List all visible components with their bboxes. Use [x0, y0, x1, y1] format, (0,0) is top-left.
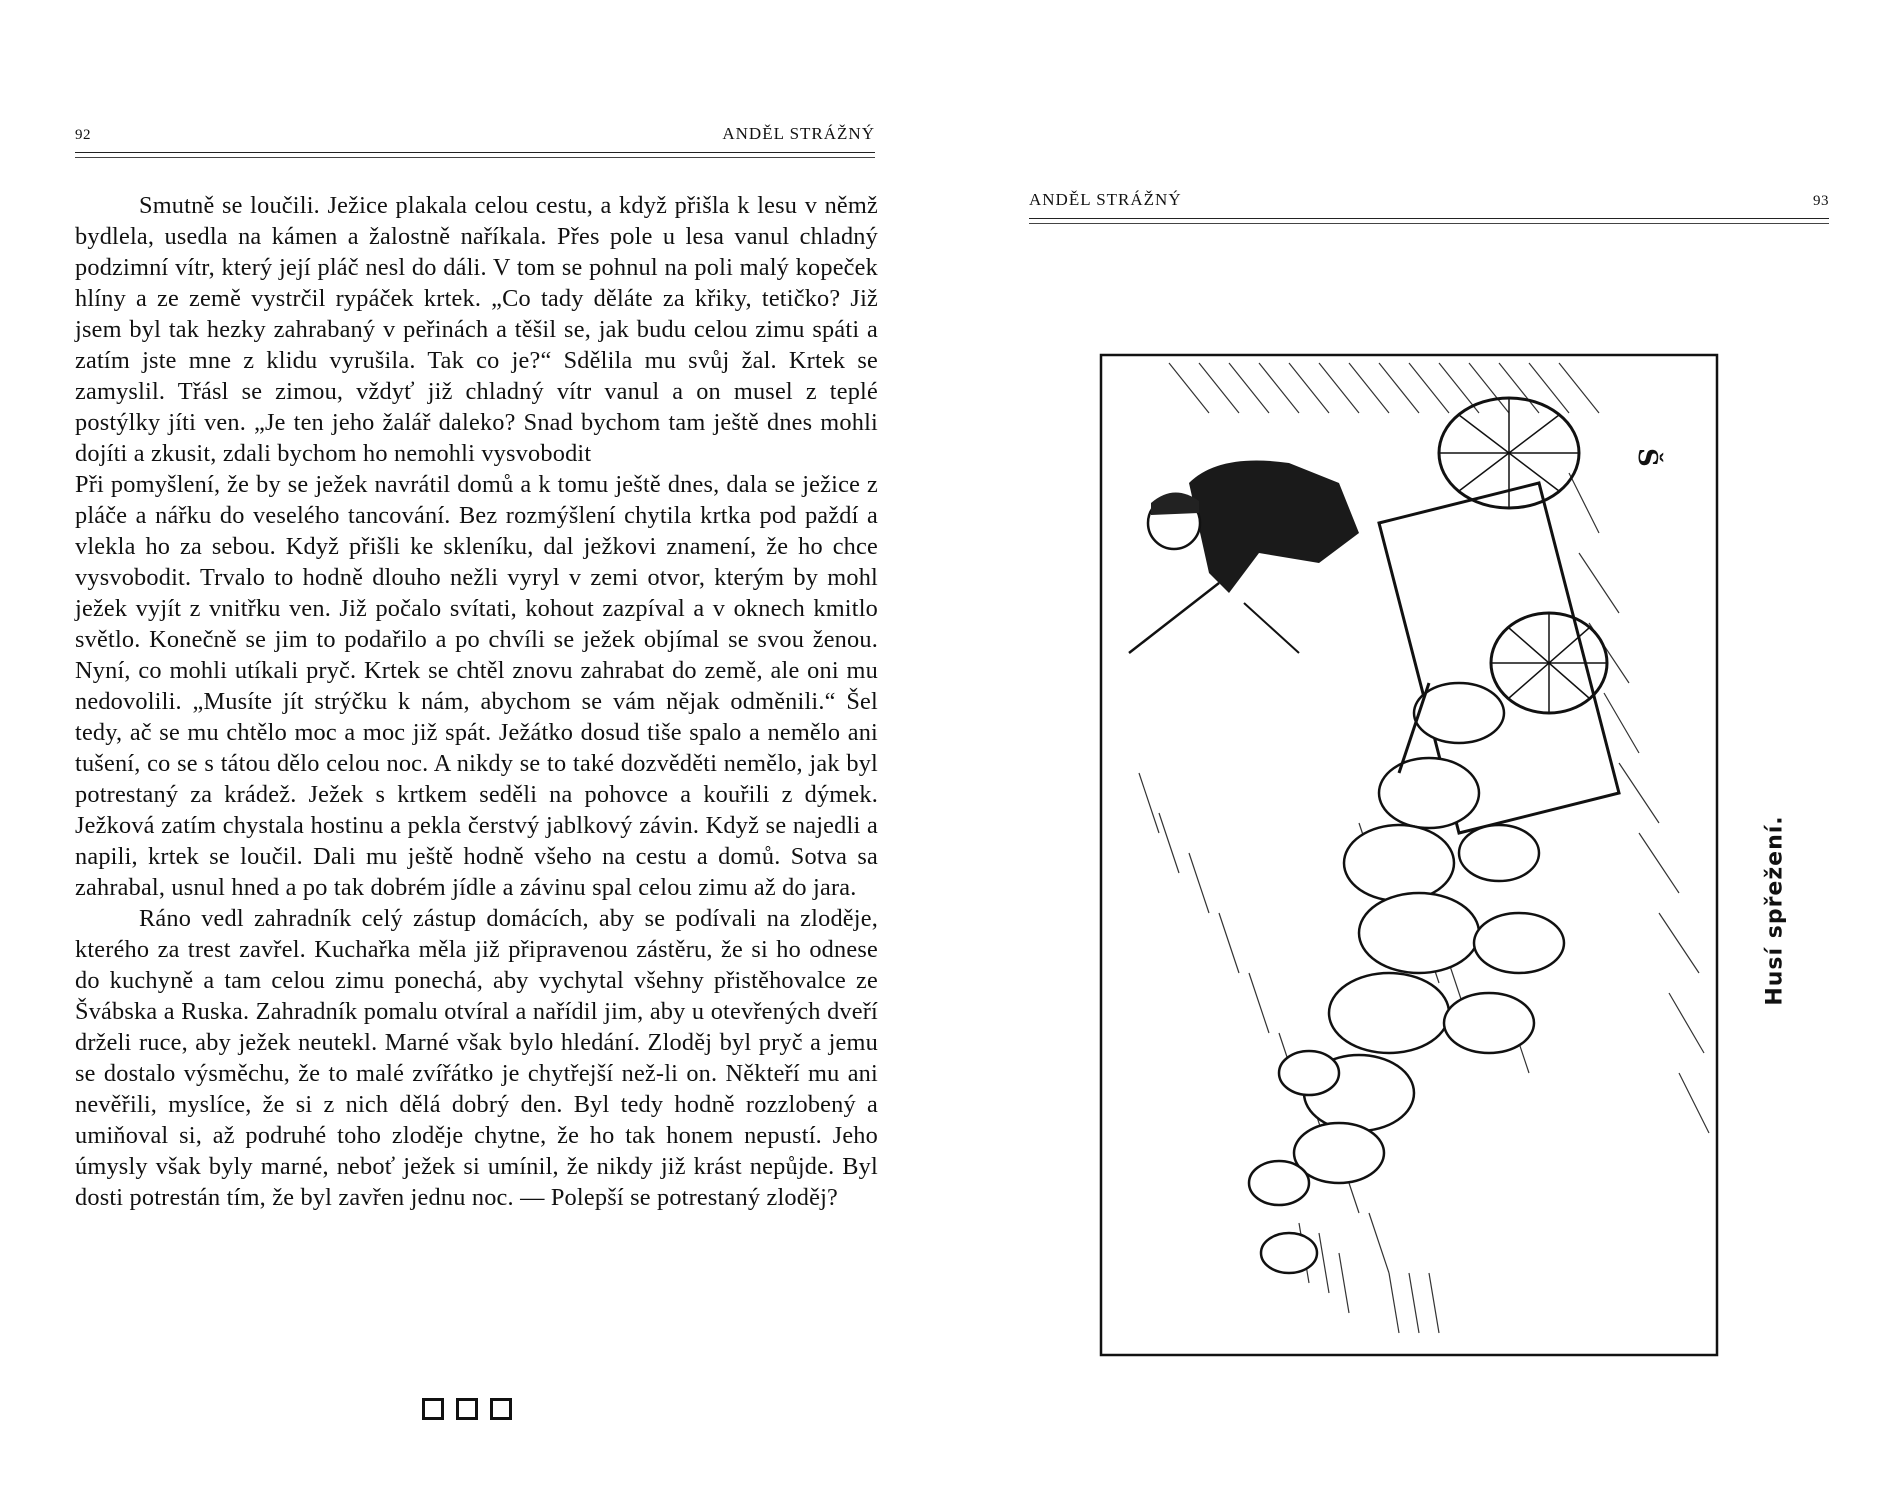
end-ornament: [422, 1398, 512, 1420]
illustrator-signature: Š: [1632, 448, 1662, 467]
illustration-goose-cart: [1099, 353, 1719, 1358]
header-rule-right-thin: [1029, 223, 1829, 224]
running-head-right: [1029, 190, 1829, 210]
page-number-left: 92: [75, 127, 91, 143]
header-rule-right: [1029, 218, 1829, 219]
header-rule-left: [75, 152, 875, 153]
paragraph-3: Ráno vedl zahradník celý zástup domácích, aby se podívali na zloděje, kterého za trest zavřel. Kuchařka měla již připravenou zástěru, že si ho odnese do kuchyně a tam celou zimu ponechá, aby vychytal všehny přistěhovalce ze Švábska a Ruska. Zahradník pomalu otvíral a nařídil jim, aby u otevřených dveří drželi ruce, aby ježek neutekl. Marné však bylo hledání. Zloděj byl pryč a jemu se dostalo výsměchu, že to malé zvířátko je chytřejší než-li on. Někteří mu ani nevěřili, myslíce, že si z nich dělá dobrý den. Byl tedy hodně rozzlobený a umiňoval si, až podruhé toho zloděje chytne, že ho tak honem nepustí. Jeho úmysly však byly marné, neboť ježek si umínil, že nikdy již krást nepůjde. Byl dosti potrestán tím, že byl zavřen jednu noc. — Polepší se potrestaný zloděj?: [75, 905, 878, 1211]
ornament-square: [456, 1398, 478, 1420]
header-rule-left-thin: [75, 157, 875, 158]
cart-wheel-bottom: [1491, 613, 1607, 713]
paragraph-1: Smutně se loučili. Ježice plakala celou cestu, a když přišla k lesu v němž bydlela, usedla na kámen a žalostně naříkala. Přes pole u lesa vanul chladný podzimní vítr, který její pláč nesl do dáli. V tom se pohnul na poli malý kopeček hlíny a ze země vystrčil rypáček krtek. „Co tady děláte za křiky, tetičko? Již jsem byl tak hezky zahrabaný v peřinách a těšil se, jak budu celou zimu spáti a zatím jste mne z klidu vyrušila. Tak co je?“ Sdělila mu svůj žal. Krtek se zamyslil. Třásl se zimou, vždyť již chladný vítr vanul a on musel z teplé postýlky jíti ven. „Je ten jeho žalář daleko? Snad bychom tam ještě dnes mohli dojíti a zkusit, zdali bychom ho nemohli vysvobodit: [75, 192, 878, 467]
running-title-right: ANDĚL STRÁŽNÝ: [1029, 190, 1182, 209]
running-title-left: ANDĚL STRÁŽNÝ: [722, 124, 875, 143]
ornament-square: [490, 1398, 512, 1420]
running-head-left: [75, 124, 875, 144]
right-page: [947, 0, 1894, 1501]
paragraph-2: Při pomyšlení, že by se ježek navrátil domů a k tomu ještě dnes, dala se ježice z pláče a nářku do veselého tancování. Bez rozmýšlení chytila krtka pod paždí a vlekla ho za sebou. Když přišli ke skleníku, dal ježkovi znamení, že ho chce vysvobodit. Trvalo to hodně dlouho nežli vyryl v zemi otvor, kterým by mohl ježek vyjít z vnitřku ven. Již počalo svítati, kohout zazpíval a v oknech kmitlo světlo. Konečně se jim to podařilo a po chvíli se ježek objímal se svou ženou. Nyní, co mohli utíkali pryč. Krtek se chtěl znovu zahrabat do země, ale oni mu nedovolili. „Musíte jít strýčku k nám, abychom se vám nějak odměnili.“ Šel tedy, ač se mu chtělo moc a moc již spát. Ježátko dosud tiše spalo a nemělo ani tušení, co se s tátou dělo celou noc. A nikdy se to také dozvěděti nemělo, jak byl potrestaný za krádež. Ježek s krtkem seděli na pohovce a kouřili z dýmek. Ježková zatím chystala hostinu a pekla čerstvý jablkový závin. Když se najedli a napili, krtek se loučil. Dali mu ještě hodně všeho na cestu a domů. Sotva sa zahrabal, usnul hned a po tak dobrém jídle a závinu spal celou zimu až do jara.: [75, 471, 878, 901]
illustration-caption: [1745, 814, 1805, 1006]
body-text-left: [75, 190, 878, 1213]
page-number-right: 93: [1813, 193, 1829, 209]
boy-figure: [1129, 461, 1359, 654]
cart-wheel-top: [1439, 398, 1579, 508]
ornament-square: [422, 1398, 444, 1420]
caption-text: Husí spřežení.: [1762, 814, 1788, 1006]
